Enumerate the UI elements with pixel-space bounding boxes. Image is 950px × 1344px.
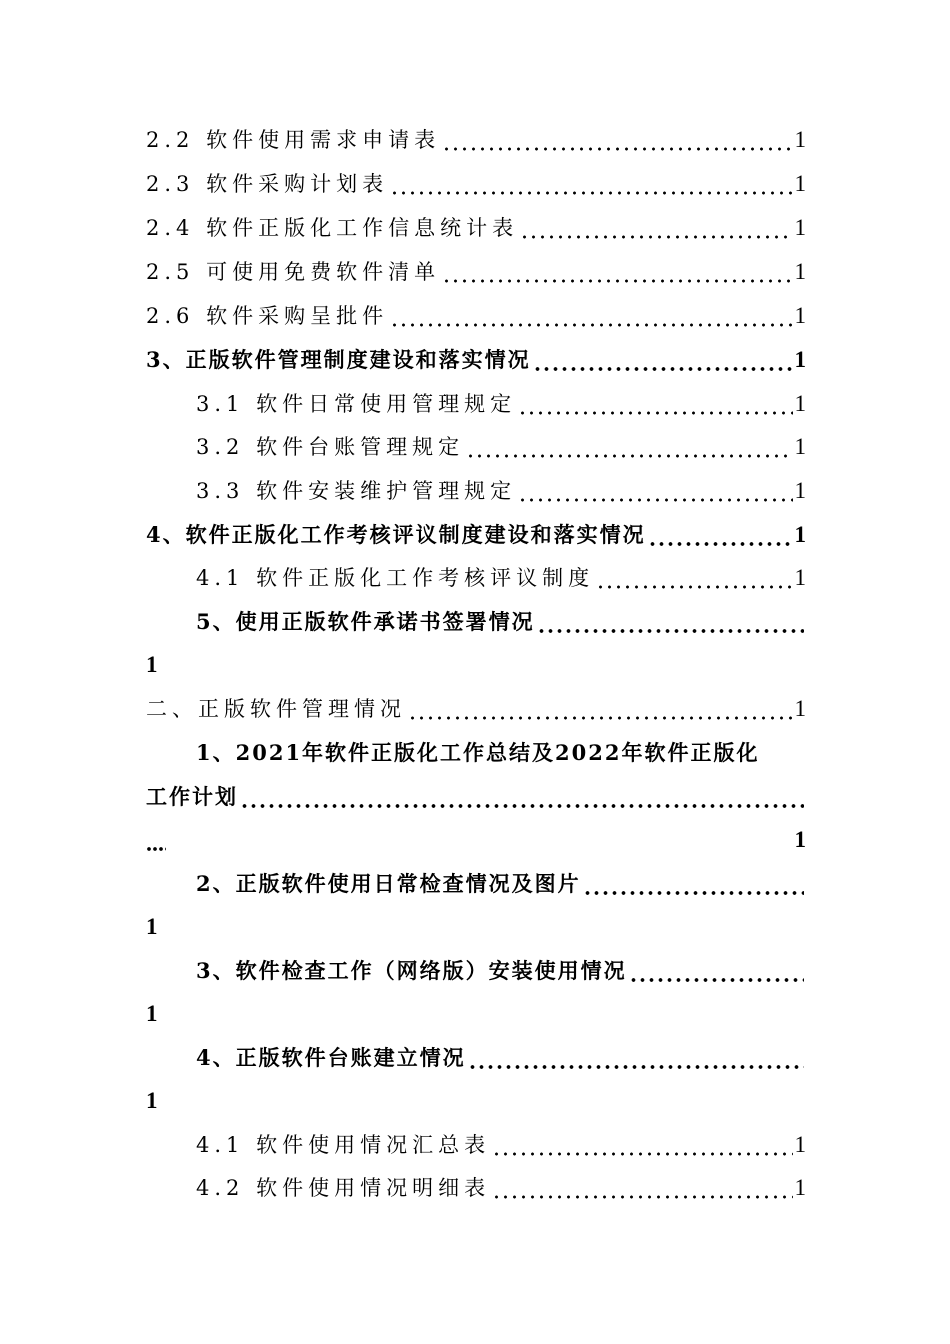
toc-leader	[629, 956, 804, 986]
toc-entry-title: 4.1 软件使用情况汇总表	[196, 1133, 491, 1157]
toc-entry[interactable]	[146, 782, 806, 812]
toc-leader	[466, 432, 792, 462]
toc-leader	[492, 1130, 792, 1160]
toc-leader	[518, 476, 792, 506]
toc-page-number: 1	[794, 171, 806, 196]
toc-entry[interactable]	[196, 389, 806, 419]
toc-leader	[648, 520, 793, 550]
toc-entry-title: 3.1 软件日常使用管理规定	[196, 392, 517, 416]
toc-entry[interactable]	[196, 476, 806, 506]
toc-entry[interactable]	[146, 301, 806, 331]
toc-entry-title-continued: 工作计划	[146, 784, 238, 809]
toc-entry-title: 2.5 可使用免费软件清单	[146, 260, 441, 284]
toc-entry[interactable]	[196, 563, 806, 593]
toc-leader	[442, 257, 792, 287]
toc-leader	[583, 869, 804, 899]
toc-entry-title: 二、正版软件管理情况	[146, 697, 406, 721]
toc-entry-title: 2.2 软件使用需求申请表	[146, 128, 441, 152]
toc-entry[interactable]	[146, 257, 806, 287]
toc-entry[interactable]	[146, 169, 806, 199]
toc-entry-title[interactable]: 1、2021年软件正版化工作总结及2022年软件正版化	[196, 740, 760, 765]
toc-leader	[520, 213, 792, 243]
toc-entry[interactable]	[196, 1130, 806, 1160]
toc-leader	[390, 301, 792, 331]
toc-entry-title: 4、软件正版化工作考核评议制度建设和落实情况	[146, 522, 646, 547]
toc-page-number: 1	[146, 914, 158, 939]
toc-entry[interactable]	[146, 345, 806, 375]
toc-leader	[596, 563, 792, 593]
toc-entry-title: 4.1 软件正版化工作考核评议制度	[196, 566, 595, 590]
toc-page-number: 1	[794, 391, 806, 416]
toc-entry[interactable]	[196, 956, 806, 986]
toc-entry[interactable]	[196, 869, 806, 899]
toc-entry-title: 4、正版软件台账建立情况	[196, 1045, 466, 1070]
toc-entry-title: 3.2 软件台账管理规定	[196, 435, 465, 459]
toc-page-number: 1	[794, 259, 806, 284]
toc-page-number: 1	[794, 522, 806, 547]
toc-page-number: 1	[794, 696, 806, 721]
toc-leader	[537, 607, 804, 637]
toc-leader	[533, 345, 793, 375]
toc-page-number: 1	[794, 1132, 806, 1157]
toc-leader	[442, 125, 792, 155]
toc-leader	[390, 169, 792, 199]
toc-entry[interactable]	[146, 213, 806, 243]
toc-page-number: 1	[146, 1001, 158, 1026]
toc-entry-title: 2.3 软件采购计划表	[146, 172, 389, 196]
toc-entry-title: 3、软件检查工作（网络版）安装使用情况	[196, 958, 627, 983]
toc-page-number: 1	[794, 565, 806, 590]
toc-page-number: 1	[794, 478, 806, 503]
toc-page-number: 1	[146, 1088, 158, 1113]
toc-entry-title: 2.6 软件采购呈批件	[146, 304, 389, 328]
toc-page-number: 1	[146, 652, 158, 677]
toc-leader	[468, 1043, 804, 1073]
toc-entry[interactable]	[146, 125, 806, 155]
toc-page-number: 1	[794, 303, 806, 328]
toc-entry-title: 3、正版软件管理制度建设和落实情况	[146, 347, 531, 372]
toc-leader	[146, 825, 166, 855]
toc-entry-title: 2.4 软件正版化工作信息统计表	[146, 216, 519, 240]
toc-page-number: 1	[794, 434, 806, 459]
toc-page-number: 1	[794, 1175, 806, 1200]
toc-entry-title: 2、正版软件使用日常检查情况及图片	[196, 871, 581, 896]
toc-leader	[240, 782, 804, 812]
toc-entry-title: 3.3 软件安装维护管理规定	[196, 479, 517, 503]
toc-leader	[408, 694, 793, 724]
toc-page-number: 1	[794, 827, 806, 852]
toc-entry[interactable]	[146, 694, 806, 724]
toc-entry[interactable]	[196, 607, 806, 637]
toc-entry[interactable]	[146, 520, 806, 550]
toc-entry[interactable]	[196, 432, 806, 462]
toc-page-number: 1	[794, 127, 806, 152]
toc-leader	[492, 1173, 792, 1203]
toc-entry[interactable]	[196, 1043, 806, 1073]
toc-entry-title: 4.2 软件使用情况明细表	[196, 1176, 491, 1200]
toc-entry[interactable]	[196, 1173, 806, 1203]
toc-leader	[518, 389, 792, 419]
toc-entry-title: 5、使用正版软件承诺书签署情况	[196, 609, 535, 634]
toc-page-number: 1	[794, 347, 806, 372]
toc-page-number: 1	[794, 215, 806, 240]
